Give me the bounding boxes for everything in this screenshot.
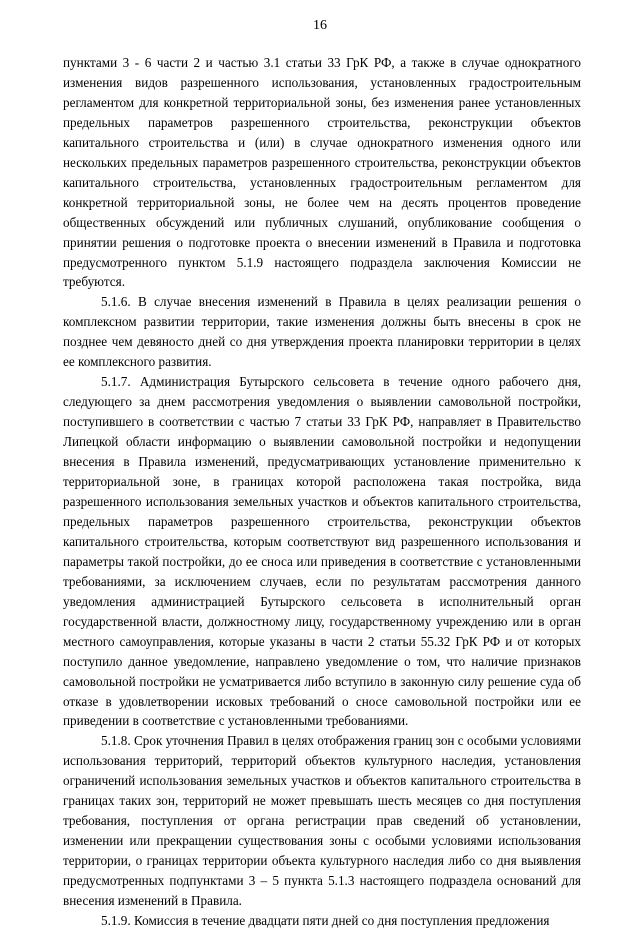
- document-body: [63, 53, 581, 931]
- paragraph-5-1-8: 5.1.8. Срок уточнения Правил в целях отображения границ зон с особыми условиями использования территорий, территорий объектов культурного наследия, установления ограничений использования земельных участков и объектов капитального строительства в границах таких зон, территорий не может превышать шесть месяцев со дня поступления требования, поступления от органа регистрации прав сведений об установлении, изменении или прекращении существования зоны с особыми условиями использования территории, о границах территории объекта культурного наследия либо со дня выявления предусмотренных подпунктами 3 – 5 пункта 5.1.3 настоящего подраздела оснований для внесения изменений в Правила.: [63, 733, 581, 909]
- paragraph-continuation: пунктами 3 - 6 части 2 и частью 3.1 статьи 33 ГрК РФ, а также в случае однократного изменения видов разрешенного использования, установленных градостроительным регламентом для конкретной территориальной зоны, без изменения ранее установленных предельных параметров разрешенного строительства, реконструкции объектов капитального строительства и (или) в случае однократного изменения одного или нескольких предельных параметров разрешенного строительства, реконструкции объектов капитального строительства, установленных градостроительным регламентом для конкретной территориальной зоны, не более чем на десять процентов проведение общественных обсуждений или публичных слушаний, опубликование сообщения о принятии решения о подготовке проекта о внесении изменений в Правила и подготовка предусмотренного пунктом 5.1.9 настоящего подраздела заключения Комиссии не требуются.: [63, 55, 581, 290]
- page-number: 16: [313, 18, 327, 33]
- paragraph-5-1-7: 5.1.7. Администрация Бутырского сельсовета в течение одного рабочего дня, следующего за днем рассмотрения уведомления о выявлении самовольной постройки, поступившего в соответствии с частью 7 статьи 33 ГрК РФ, направляет в Правительство Липецкой области информацию о выявлении самовольной постройки и недопущении внесения в Правила изменений, предусматривающих установление применительно к территориальной зоне, в границах которой расположена такая постройка, вида разрешенного использования земельных участков и объектов капитального строительства, предельных параметров разрешенного строительства, реконструкции объектов капитального строительства, которым соответствуют вид разрешенного использования и параметры такой постройки, до ее сноса или приведения в соответствие с установленными требованиями, за исключением случаев, если по результатам рассмотрения данного уведомления администрацией Бутырского сельсовета в исполнительный орган государственной власти, должностному лицу, государственному учреждению или в орган местного самоуправления, которые указаны в части 2 статьи 55.32 ГрК РФ и от которых поступило данное уведомление, направлено уведомление о том, что наличие признаков самовольной постройки не усматривается либо вступило в законную силу решение суда об отказе в удовлетворении исковых требований о сносе самовольной постройки или ее приведении в соответствие с установленными требованиями.: [63, 374, 581, 729]
- paragraph-5-1-6: 5.1.6. В случае внесения изменений в Правила в целях реализации решения о комплексном развитии территории, такие изменения должны быть внесены в срок не позднее чем девяносто дней со дня утверждения проекта планировки территории в целях ее комплексного развития.: [63, 294, 581, 370]
- paragraph-5-1-9: 5.1.9. Комиссия в течение двадцати пяти дней со дня поступления предложения: [101, 912, 550, 928]
